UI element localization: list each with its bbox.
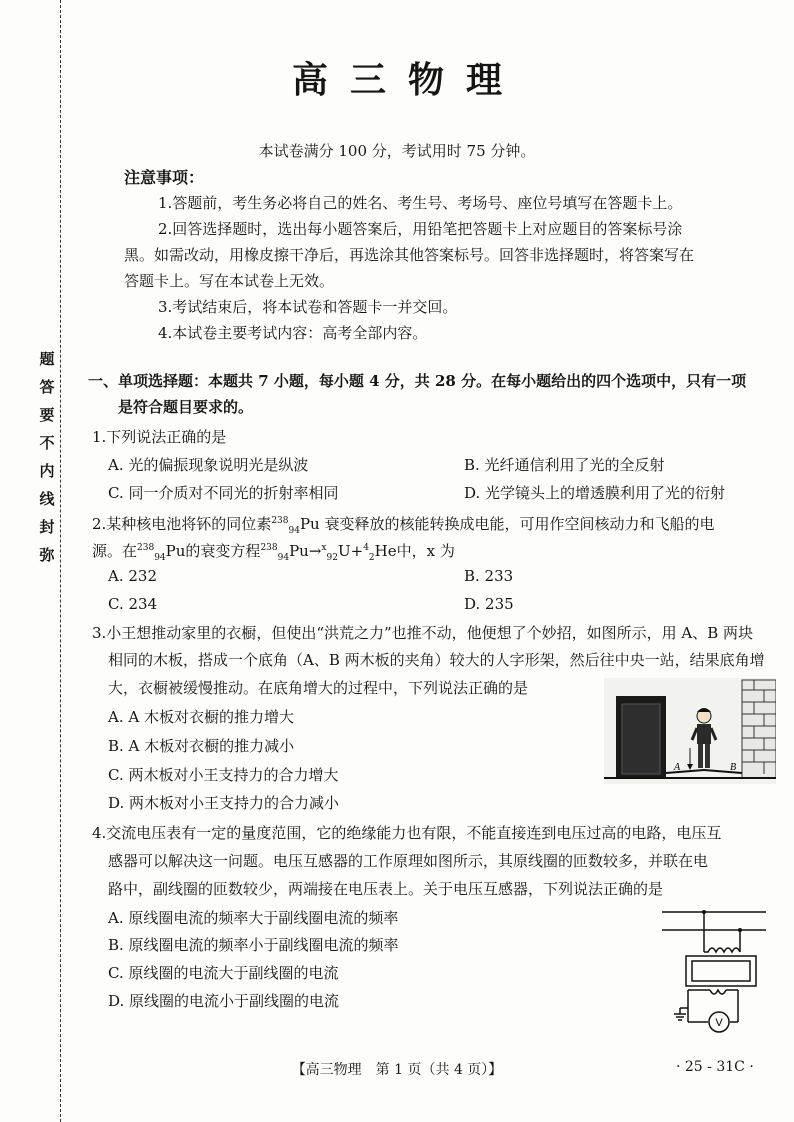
primary-coil bbox=[704, 948, 740, 952]
q2-option-c: C. 234 bbox=[108, 595, 158, 613]
margin-char: 弥 bbox=[39, 546, 55, 564]
note-item-3: 3.考试结束后，将本试卷和答题卡一并交回。 bbox=[158, 298, 458, 316]
q2-text: 衰变释放的核能转换成电能，可用作空间核动力和飞船的电 bbox=[324, 515, 715, 533]
pu-atomic-number: 94 bbox=[154, 553, 166, 563]
margin-char: 题 bbox=[39, 350, 55, 368]
he-mass-number: 4 bbox=[363, 543, 369, 553]
label-a: A bbox=[674, 762, 681, 773]
q1-option-a: A. 光的偏振现象说明光是纵波 bbox=[108, 456, 309, 474]
note-item-2b: 黑。如需改动，用橡皮擦干净后，再选涂其他答案标号。回答非选择题时，将答案写在 bbox=[124, 246, 695, 264]
question-3-line3: 大，衣橱被缓慢推动。在底角增大的过程中，下列说法正确的是 bbox=[108, 679, 529, 697]
q1-option-d: D. 光学镜头上的增透膜利用了光的衍射 bbox=[464, 484, 726, 502]
margin-char: 答 bbox=[39, 378, 55, 396]
brick-wall bbox=[742, 680, 776, 778]
secondary-coil bbox=[710, 990, 726, 994]
q2-option-b: B. 233 bbox=[464, 567, 514, 585]
junction-dot bbox=[702, 910, 706, 914]
reaction-arrow: → bbox=[308, 542, 322, 560]
pu-atomic-number: 94 bbox=[277, 553, 290, 563]
q2-text: 的衰变方程 bbox=[185, 542, 261, 560]
q3-option-a: A. A 木板对衣橱的推力增大 bbox=[108, 708, 294, 726]
binding-dashed-line bbox=[60, 0, 61, 1122]
q3-option-b: B. A 木板对衣橱的推力减小 bbox=[108, 737, 295, 755]
u-mass-number: x bbox=[321, 543, 327, 553]
pu-symbol: Pu bbox=[165, 542, 186, 560]
pu-mass-number: 238 bbox=[137, 543, 155, 553]
q2-option-a: A. 232 bbox=[108, 567, 157, 585]
pu-mass-number: 238 bbox=[271, 516, 289, 526]
voltmeter-label: V bbox=[715, 1017, 723, 1029]
pu-symbol: Pu bbox=[289, 542, 309, 560]
section-heading-line2: 是符合题目要求的。 bbox=[118, 398, 254, 416]
q4-option-a: A. 原线圈电流的频率大于副线圈电流的频率 bbox=[108, 909, 399, 927]
q1-option-b: B. 光纤通信利用了光的全反射 bbox=[464, 456, 665, 474]
section-heading bbox=[88, 368, 778, 420]
note-item-1: 1.答题前，考生务必将自己的姓名、考生号、考场号、座位号填写在答题卡上。 bbox=[158, 194, 683, 212]
notes-heading: 注意事项： bbox=[124, 168, 205, 187]
margin-char: 封 bbox=[39, 518, 55, 536]
margin-char: 不 bbox=[39, 434, 55, 452]
u-atomic-number: 92 bbox=[326, 553, 338, 563]
q2-option-d: D. 235 bbox=[464, 595, 514, 613]
question-4-line2: 感器可以解决这一问题。电压互感器的工作原理如图所示，其原线圈的匝数较多，并联在电 bbox=[108, 852, 709, 870]
junction-dot bbox=[738, 928, 742, 932]
he-symbol: He bbox=[374, 542, 397, 560]
q1-option-c: C. 同一介质对不同光的折射率相同 bbox=[108, 484, 339, 502]
q3-option-c: C. 两木板对小王支持力的合力增大 bbox=[108, 766, 339, 784]
question-3-line1: 3.小王想推动家里的衣橱，但使出“洪荒之力”也推不动，他便想了个妙招，如图所示，用 A、B 两块 bbox=[92, 624, 754, 642]
q2-text: 源。在 bbox=[92, 542, 138, 560]
pu-atomic-number: 94 bbox=[288, 526, 300, 536]
q2-text: 中，x 为 bbox=[396, 542, 455, 560]
question-2-line2: 源。在$^{238}_{94}$Pu的衰变方程$^{238}_{94}$Pu→$^x_{92}$U+$^4_2$He中，x 为 bbox=[92, 542, 455, 563]
margin-char: 要 bbox=[39, 406, 55, 424]
q4-option-b: B. 原线圈电流的频率小于副线圈电流的频率 bbox=[108, 936, 399, 954]
transformer-circuit-figure bbox=[658, 900, 770, 1038]
paper-code: · 25 - 31C · bbox=[676, 1059, 754, 1075]
question-4-line1: 4.交流电压表有一定的量度范围，它的绝缘能力也有限，不能直接连到电压过高的电路，电压互 bbox=[92, 824, 722, 842]
binding-margin-text bbox=[36, 345, 58, 569]
q4-option-c: C. 原线圈的电流大于副线圈的电流 bbox=[108, 964, 339, 982]
q3-option-d: D. 两木板对小王支持力的合力减小 bbox=[108, 794, 340, 812]
note-item-4: 4.本试卷主要考试内容：高考全部内容。 bbox=[158, 324, 428, 342]
note-item-2a: 2.回答选择题时，选出每小题答案后，用铅笔把答题卡上对应题目的答案标号涂 bbox=[158, 220, 683, 238]
page-footer: 【高三物理 第 1 页（共 4 页）】 bbox=[291, 1062, 503, 1078]
transformer-core-inner bbox=[692, 961, 750, 981]
label-b: B bbox=[730, 762, 737, 773]
page-title: 高三物理 bbox=[291, 59, 524, 101]
wardrobe-figure bbox=[604, 678, 776, 784]
question-1-stem: 1.下列说法正确的是 bbox=[92, 428, 227, 446]
pu-mass-number: 238 bbox=[260, 543, 278, 553]
question-4-line3: 路中，副线圈的匝数较少，两端接在电压表上。关于电压互感器，下列说法正确的是 bbox=[108, 880, 664, 898]
u-symbol: U bbox=[337, 542, 351, 560]
question-3-line2: 相同的木板，搭成一个底角（A、B 两木板的夹角）较大的人字形架，然后往中央一站，结果底角增 bbox=[108, 651, 765, 669]
section-heading-line1: 一、单项选择题：本题共 7 小题，每小题 4 分，共 28 分。在每小题给出的四个选项中，只有一项 bbox=[88, 372, 747, 390]
note-item-2c: 答题卡上。写在本试卷上无效。 bbox=[124, 272, 335, 290]
he-atomic-number: 2 bbox=[368, 553, 375, 563]
margin-char: 线 bbox=[39, 490, 55, 508]
q4-option-d: D. 原线圈的电流小于副线圈的电流 bbox=[108, 992, 340, 1010]
exam-info: 本试卷满分 100 分，考试用时 75 分钟。 bbox=[258, 142, 536, 160]
pu-symbol: Pu bbox=[299, 515, 320, 533]
q2-text: 2.某种核电池将钚的同位素 bbox=[92, 515, 272, 533]
margin-char: 内 bbox=[39, 462, 55, 480]
wardrobe-door bbox=[622, 704, 660, 774]
